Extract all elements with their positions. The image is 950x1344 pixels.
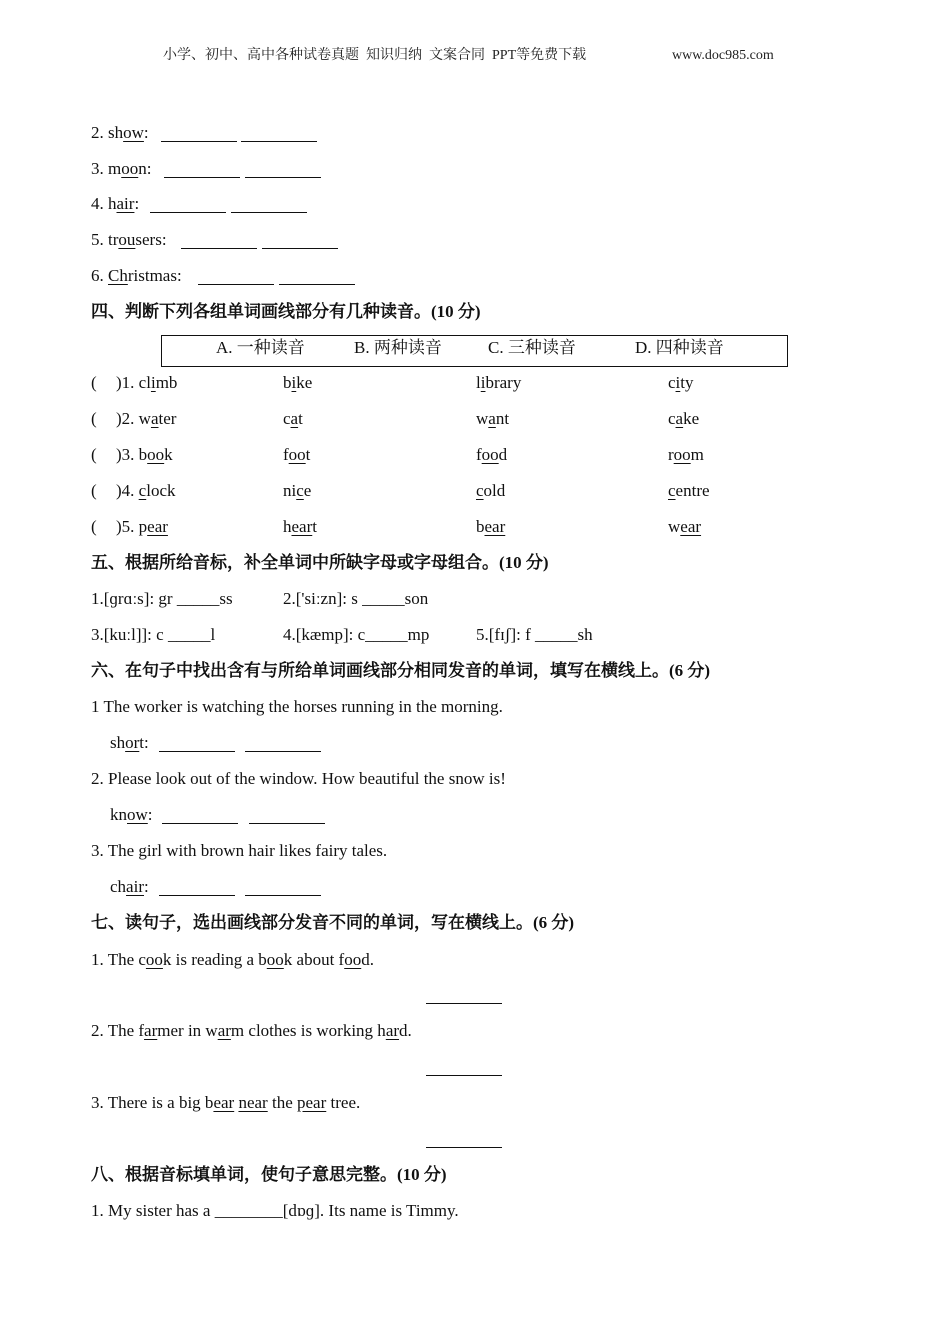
- phonetic-item: 4.[kæmp]: c_____mp: [283, 625, 430, 644]
- sentence: 3. There is a big bear near the pear tree.: [91, 1093, 361, 1112]
- part3-item-2: 2. show:: [91, 123, 149, 142]
- part3-item-4: 4. hair:: [91, 194, 140, 213]
- part3-item-5: 5. trousers:: [91, 230, 167, 249]
- sentence: 1. My sister has a ________[dɒɡ]. Its name is Timmy.: [91, 1201, 459, 1220]
- section-5-title: 五、根据所给音标，补全单词中所缺字母或字母组合。(10 分): [91, 553, 549, 572]
- answer-blank[interactable]: [181, 248, 257, 249]
- header-site-link[interactable]: www.doc985.com: [672, 48, 774, 63]
- option-b: B. 两种读音: [354, 338, 442, 357]
- target-word: short:: [110, 733, 149, 752]
- compare-word: city: [668, 373, 694, 392]
- option-a: A. 一种读音: [216, 338, 305, 357]
- answer-blank[interactable]: [241, 141, 317, 142]
- answer-blank[interactable]: [150, 212, 226, 213]
- compare-word: centre: [668, 481, 710, 500]
- answer-blank[interactable]: [162, 823, 238, 824]
- compare-word: wear: [668, 517, 702, 536]
- answer-blank[interactable]: [249, 823, 325, 824]
- section-8-title: 八、根据音标填单词，使句子意思完整。(10 分): [91, 1165, 447, 1184]
- sentence: 3. The girl with brown hair likes fairy tales.: [91, 841, 388, 860]
- part3-item-3: 3. moon:: [91, 159, 152, 178]
- sentence: 2. The farmer in warm clothes is working hard.: [91, 1021, 412, 1040]
- answer-blank[interactable]: [426, 1147, 502, 1148]
- fill-blank[interactable]: ________: [214, 1201, 283, 1220]
- fill-blank[interactable]: _____: [365, 625, 408, 644]
- answer-paren[interactable]: (: [91, 373, 97, 392]
- question-word: )2. water: [116, 409, 177, 428]
- answer-paren[interactable]: (: [91, 517, 97, 536]
- compare-word: heart: [283, 517, 317, 536]
- compare-word: want: [476, 409, 510, 428]
- compare-word: bear: [476, 517, 506, 536]
- compare-word: library: [476, 373, 522, 392]
- fill-blank[interactable]: _____: [167, 625, 211, 644]
- fill-blank[interactable]: _____: [176, 589, 220, 608]
- answer-blank[interactable]: [245, 177, 321, 178]
- answer-blank[interactable]: [164, 177, 240, 178]
- phonetic-item: 1.[ɡrɑːs]: gr _____ss: [91, 589, 233, 608]
- part3-item-6: 6. Christmas:: [91, 266, 182, 285]
- answer-blank[interactable]: [245, 751, 321, 752]
- option-d: D. 四种读音: [635, 338, 724, 357]
- answer-blank[interactable]: [426, 1003, 502, 1004]
- question-word: )1. climb: [116, 373, 178, 392]
- fill-blank[interactable]: _____: [362, 589, 405, 608]
- question-word: )4. clock: [116, 481, 176, 500]
- answer-paren[interactable]: (: [91, 409, 97, 428]
- compare-word: room: [668, 445, 704, 464]
- question-word: )3. book: [116, 445, 173, 464]
- answer-blank[interactable]: [198, 284, 274, 285]
- compare-word: cat: [283, 409, 303, 428]
- section-7-title: 七、读句子，选出画线部分发音不同的单词，写在横线上。(6 分): [91, 913, 575, 932]
- answer-blank[interactable]: [231, 212, 307, 213]
- fill-blank[interactable]: _____: [535, 625, 578, 644]
- answer-blank[interactable]: [159, 751, 235, 752]
- answer-blank[interactable]: [245, 895, 321, 896]
- question-word: )5. pear: [116, 517, 168, 536]
- answer-blank[interactable]: [279, 284, 355, 285]
- answer-blank[interactable]: [262, 248, 338, 249]
- answer-blank[interactable]: [159, 895, 235, 896]
- section-4-title: 四、判断下列各组单词画线部分有几种读音。(10 分): [91, 302, 481, 321]
- sentence: 2. Please look out of the window. How beautiful the snow is!: [91, 769, 506, 788]
- compare-word: foot: [283, 445, 311, 464]
- compare-word: cake: [668, 409, 700, 428]
- section-6-title: 六、在句子中找出含有与所给单词画线部分相同发音的单词，填写在横线上。(6 分): [91, 661, 711, 680]
- compare-word: cold: [476, 481, 506, 500]
- target-word: know:: [110, 805, 153, 824]
- header-promo-text: 小学、初中、高中各种试卷真题 知识归纳 文案合同 PPT等免费下载: [163, 48, 587, 63]
- phonetic-item: 3.[kuːl]]: c _____l: [91, 625, 216, 644]
- sentence: 1 The worker is watching the horses running in the morning.: [91, 697, 503, 716]
- target-word: chair:: [110, 877, 149, 896]
- answer-blank[interactable]: [426, 1075, 502, 1076]
- sentence: 1. The cook is reading a book about food.: [91, 950, 374, 969]
- phonetic-item: 2.['siːzn]: s _____son: [283, 589, 429, 608]
- compare-word: food: [476, 445, 508, 464]
- phonetic-item: 5.[fɪʃ]: f _____sh: [476, 625, 593, 644]
- answer-blank[interactable]: [161, 141, 237, 142]
- option-c: C. 三种读音: [488, 338, 576, 357]
- compare-word: bike: [283, 373, 313, 392]
- answer-paren[interactable]: (: [91, 481, 97, 500]
- answer-paren[interactable]: (: [91, 445, 97, 464]
- compare-word: nice: [283, 481, 312, 500]
